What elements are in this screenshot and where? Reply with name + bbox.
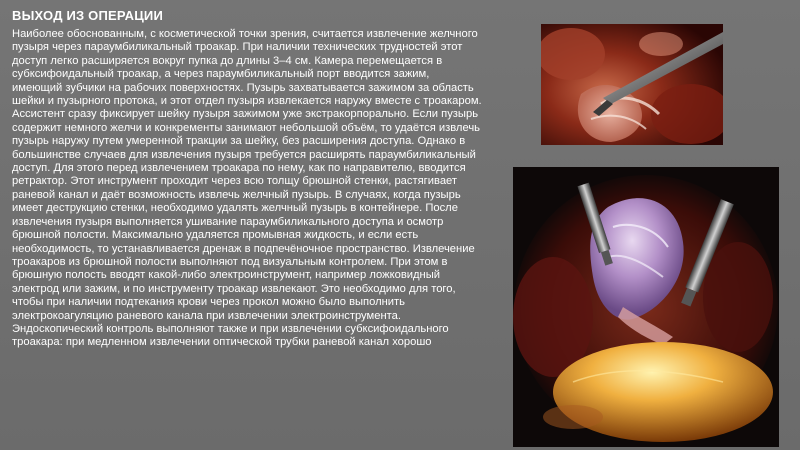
laparoscopic-photo-top xyxy=(541,24,723,145)
slide-title: ВЫХОД ИЗ ОПЕРАЦИИ xyxy=(12,8,163,23)
laparoscopic-photo-bottom xyxy=(513,167,779,447)
slide-body-text: Наиболее обоснованным, с косметической точки зрения, считается извлечение желчного пузыря через параумбиликальный троакар. При наличии технических трудностей этот доступ легко расширяется вокруг пупка до длины 3–4 см. Камера перемещается в субксифоидальный троакар, а через параумбиликальный порт вводится зажим, имеющий зубчики на рабочих поверхностях. Пузырь захватывается зажимом за область шейки и пузырного протока, и этот отдел пузыря извлекается наружу вместе с троакаром. Ассистент сразу фиксирует шейку пузыря зажимом уже экстракорпорально. Если пузырь содержит немного желчи и конкременты занимают небольшой объём, то удаётся извлечь пузырь наружу путем умеренной тракции за шейку, без расширения доступа. Однако в большинстве случаев для извлечения пузыря требуется расширять параумбиликальный доступ. Для этого перед извлечением троакара по нему, как по направителю, вводится ретрактор. Этот инструмент проходит через всю толщу брюшной стенки, растягивает раневой канал и даёт возможность извлечь желчный пузырь. В случаях, когда пузырь имеет деструкцию стенки, необходимо удалять желчный пузырь в контейнере. После извлечения пузыря выполняется ушивание параумбиликального доступа и осмотр брюшной полости. Максимально удаляется промывная жидкость, и если есть необходимость, то устанавливается дренаж в подпечёночное пространство. Извлечение троакаров из брюшной полости выполняют под визуальным контролем. При этом в брюшную полость вводят какой-либо электроинструмент, например ложковидный электрод или зажим, и по инструменту троакар извлекают. Это необходимо для того, чтобы при наличии подтекания крови через прокол можно было выполнить электрокоагуляцию раневого канала при извлечении электроинструмента. Эндоскопический контроль выполняют также и при извлечении субксифоидального троакара: при медленном извлечении оптической трубки раневой канал хорошо xyxy=(12,28,482,349)
